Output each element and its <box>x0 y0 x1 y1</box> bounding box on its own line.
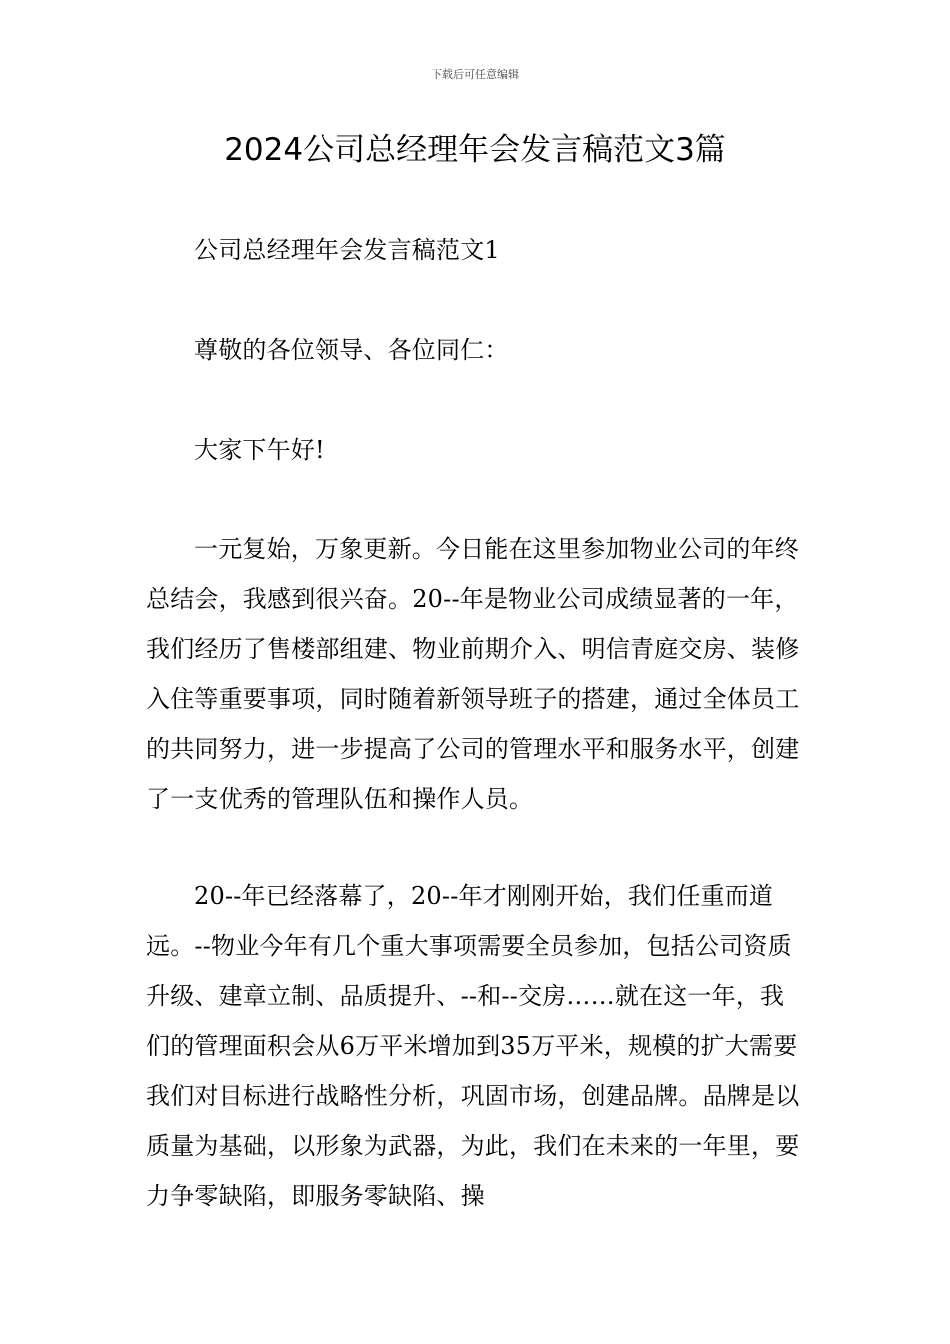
paragraph-body-2: 20--年已经落幕了，20--年才刚刚开始，我们任重而道远。--物业今年有几个重大事项需要全员参加，包括公司资质升级、建章立制、品质提升、--和--交房……就在这一年，我们的管理面积会从6万平米增加到35万平米，规模的扩大需要我们对目标进行战略性分析，巩固市场，创建品牌。品牌是以质量为基础，以形象为武器，为此，我们在未来的一年里，要力争零缺陷，即服务零缺陷、操 <box>146 882 800 1210</box>
header-note: 下载后可任意编辑 <box>431 68 519 81</box>
paragraph-greeting: 大家下午好! <box>194 436 325 464</box>
document-title: 2024公司总经理年会发言稿范文3篇 <box>224 132 726 168</box>
paragraph-body-1: 一元复始，万象更新。今日能在这里参加物业公司的年终总结会，我感到很兴奋。20--年是物业公司成绩显著的一年，我们经历了售楼部组建、物业前期介入、明信青庭交房、装修入住等重要事项，同时随着新领导班子的搭建，通过全体员工的共同努力，进一步提高了公司的管理水平和服务水平，创建了一支优秀的管理队伍和操作人员。 <box>146 535 800 813</box>
paragraph-subtitle: 公司总经理年会发言稿范文1 <box>194 236 500 264</box>
paragraph-salutation: 尊敬的各位领导、各位同仁： <box>194 336 509 364</box>
